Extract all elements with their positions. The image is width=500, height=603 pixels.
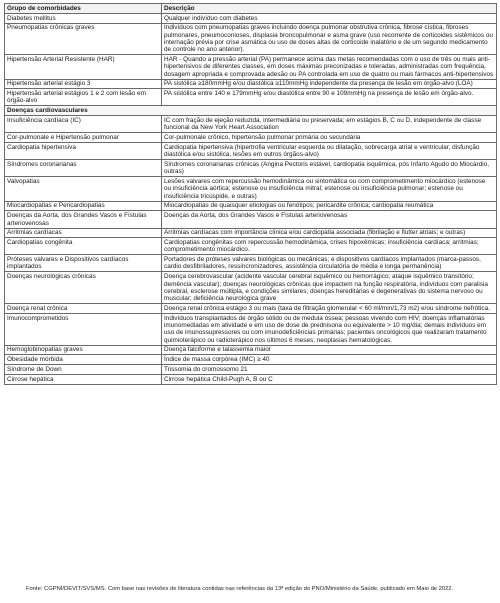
description-cell: Lesões valvares com repercussão hemodinâmica ou sintomática ou com comprometimento miocárdico (estenose ou insuficiência aórtica; estenose ou insuficiência mitral; estenose ou insuficiência pulmonar; estenose ou insuficiência tricúspide, e outras) — [162, 177, 497, 201]
group-cell: Hipertensão arterial estágios 1 e 2 com lesão em órgão-alvo — [5, 89, 162, 106]
table-row — [5, 79, 497, 89]
description-cell: Índice de massa corpórea (IMC) ≥ 40 — [162, 355, 497, 365]
section-row — [5, 106, 497, 116]
table-row — [5, 177, 497, 201]
table-header-row — [5, 4, 497, 14]
table-body-general — [5, 13, 497, 106]
source-footnote: Fonte: CGPNI/DEVIT/SVS/MS. Com base nas revisões de literatura contidas nas referências da 13ª edição do PNO/Ministério da Saúde, publicado em Maio de 2022. — [26, 586, 454, 592]
table-row — [5, 313, 497, 345]
table-row — [5, 228, 497, 238]
group-cell: Arritmias cardíacas — [5, 228, 162, 238]
table-row — [5, 133, 497, 143]
description-cell: Trissomia do cromossomo 21 — [162, 365, 497, 375]
comorbidities-table — [4, 3, 497, 385]
group-cell: Hipertensão Arterial Resistente (HAR) — [5, 55, 162, 79]
description-cell: Indivíduos com pneumopatias graves incluindo doença pulmonar obstrutiva crônica, fibrose cística, fibroses pulmonares, pneumoconioses, displasia broncopulmonar e asma grave (uso recorrente de corticoides sistêmicos ou internação prévia por crise asmática ou uso de doses altas de corticoide inalatório e de um segundo medicamento de controle no ano anterior). — [162, 23, 497, 55]
group-cell: Síndrome de Down — [5, 365, 162, 375]
description-cell: Portadores de próteses valvares biológicas ou mecânicas; e dispositivos cardíacos implantados (marca-passos, cardio desfibriladores, ressincronizadores, assistência circulatória de média e longa permanência) — [162, 255, 497, 272]
group-cell: Valvopatias — [5, 177, 162, 201]
description-cell: Doença renal crônica estágio 3 ou mais (taxa de filtração glomerular < 60 ml/min/1,73 m2) e/ou síndrome nefrótica. — [162, 304, 497, 314]
description-cell: IC com fração de ejeção reduzida, intermediária ou preservada; em estágios B, C ou D, independente de classe funcional da New York Heart Association — [162, 116, 497, 133]
table-row — [5, 255, 497, 272]
table-row — [5, 160, 497, 177]
group-cell: Hemoglobinopatias graves — [5, 345, 162, 355]
description-cell: Indivíduos transplantados de órgão sólido ou de medula óssea; pessoas vivendo com HIV; doenças inflamatórias imunomediadas em atividade e em uso de dose de prednisona ou equivalente > 10 mg/dia; demais indivíduos em uso de imunossupressores ou com imunodeficiências primárias; pacientes oncológicos que realizaram tratamento quimioterápico ou radioterápico nos últimos 6 meses; neoplasias hematológicas. — [162, 313, 497, 345]
group-cell: Imunocomprometidos — [5, 313, 162, 345]
group-cell: Hipertensão arterial estágio 3 — [5, 79, 162, 89]
group-cell: Doenças neurológicas crônicas — [5, 272, 162, 304]
group-cell: Síndromes coronarianas — [5, 160, 162, 177]
group-cell: Cor-pulmonale e Hipertensão pulmonar — [5, 133, 162, 143]
table-row — [5, 201, 497, 211]
table-row — [5, 89, 497, 106]
section-title: Doenças cardiovasculares — [5, 106, 497, 116]
table-row — [5, 355, 497, 365]
group-cell: Insuficiência cardíaca (IC) — [5, 116, 162, 133]
description-cell: PA sistólica ≥180mmHg e/ou diastólica ≥110mmHg independente da presença de lesão em órgão-alvo (LOA) — [162, 79, 497, 89]
group-cell: Obesidade mórbida — [5, 355, 162, 365]
description-cell: Cardiopatia hipertensiva (hipertrofia ventricular esquerda ou dilatação, sobrecarga atrial e ventricular, disfunção diastólica e/ou sistólica, lesões em outros órgãos-alvo) — [162, 143, 497, 160]
group-cell: Doenças da Aorta, dos Grandes Vasos e Fístulas arteriovenosas — [5, 211, 162, 228]
table-row — [5, 345, 497, 355]
description-cell: Arritmias cardíacas com importância clínica e/ou cardiopatia associada (fibrilação e flutter atriais; e outras) — [162, 228, 497, 238]
group-cell: Miocardiopatias e Pericardiopatias — [5, 201, 162, 211]
header-group: Grupo de comorbidades — [5, 4, 162, 14]
table-row — [5, 304, 497, 314]
description-cell: PA sistólica entre 140 e 179mmHg e/ou diastólica entre 90 e 109mmHg na presença de lesão em órgão-alvo. — [162, 89, 497, 106]
table-row — [5, 238, 497, 255]
description-cell: Doença cerebrovascular (acidente vascular cerebral isquêmico ou hemorrágico; ataque isquêmico transitório; demência vascular); doenças neurológicas crônicas que impactem na função respiratória, indivíduos com paralisia cerebral, esclerose múltipla, e condições similares; doenças hereditárias e degenerativas do sistema nervoso ou muscular; deficiência neurológica grave — [162, 272, 497, 304]
table-row — [5, 13, 497, 23]
table-row — [5, 365, 497, 375]
table-row — [5, 211, 497, 228]
description-cell: Síndromes coronarianas crônicas (Angina Pectoris estável, cardiopatia isquêmica, pós Infarto Agudo do Miocárdio, outras) — [162, 160, 497, 177]
table-row — [5, 272, 497, 304]
table-row — [5, 374, 497, 384]
table-row — [5, 116, 497, 133]
description-cell: HAR - Quando a pressão arterial (PA) permanece acima das metas recomendadas com o uso de três ou mais anti-hipertensivos de diferentes classes, em doses máximas preconizadas e toleradas, administradas com frequência, dosagem apropriada e comprovada adesão ou PA controlada em uso de quatro ou mais fármacos anti-hipertensivos — [162, 55, 497, 79]
group-cell: Próteses valvares e Dispositivos cardíacos implantados — [5, 255, 162, 272]
group-cell: Pneumopatias crônicas graves — [5, 23, 162, 55]
description-cell: Qualquer indivíduo com diabetes — [162, 13, 497, 23]
group-cell: Cirrose hepática — [5, 374, 162, 384]
description-cell: Cor-pulmonale crônico, hipertensão pulmonar primária ou secundária — [162, 133, 497, 143]
table-row — [5, 143, 497, 160]
description-cell: Doenças da Aorta, dos Grandes Vasos e Fístulas arteriovenosas — [162, 211, 497, 228]
table-row — [5, 23, 497, 55]
table-section-cardiovascular — [5, 106, 497, 116]
group-cell: Cardiopatia hipertensiva — [5, 143, 162, 160]
description-cell: Miocardiopatias de quaisquer etiologias ou fenótipos; pericardite crônica; cardiopatia reumática — [162, 201, 497, 211]
description-cell: Cardiopatias congênitas com repercussão hemodinâmica, crises hipoxêmicas; insuficiência cardíaca; arritmias; comprometimento miocárdico. — [162, 238, 497, 255]
description-cell: Doença falciforme e talassemia maior — [162, 345, 497, 355]
description-cell: Cirrose hepática Child-Pugh A, B ou C — [162, 374, 497, 384]
header-description: Descrição — [162, 4, 497, 14]
group-cell: Cardiopatias congênita — [5, 238, 162, 255]
table-row — [5, 55, 497, 79]
table-body-cardiovascular — [5, 116, 497, 384]
group-cell: Diabetes mellitus — [5, 13, 162, 23]
group-cell: Doença renal crônica — [5, 304, 162, 314]
